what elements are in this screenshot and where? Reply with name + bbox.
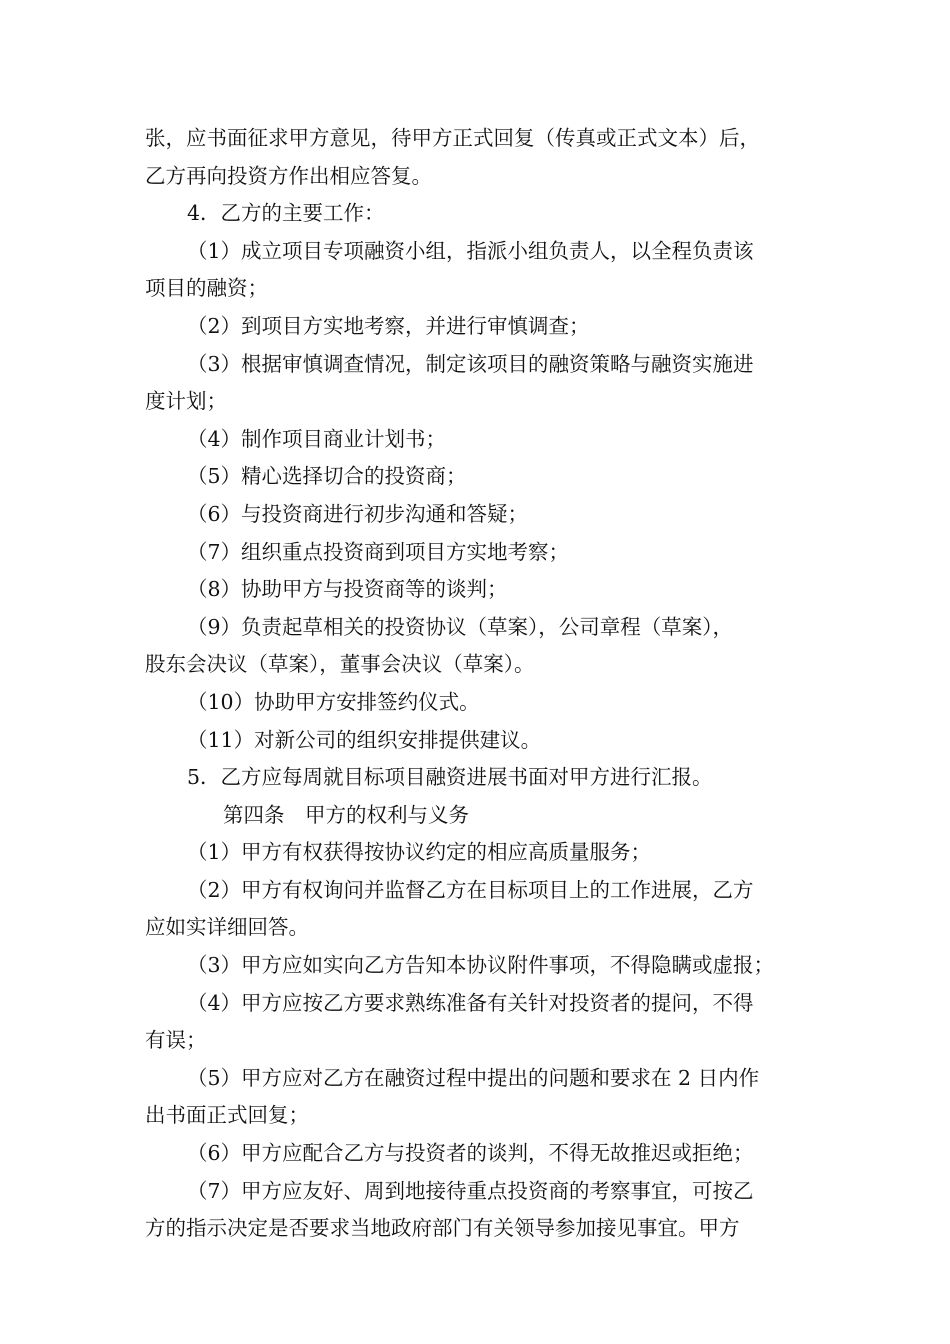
text-line: （9）负责起草相关的投资协议（草案），公司章程（草案）， [187,614,734,639]
text-line: （2）到项目方实地考察，并进行审慎调查； [187,313,590,338]
text-line: 出书面正式回复； [145,1103,309,1128]
text-line: 方的指示决定是否要求当地政府部门有关领导参加接见事宜。甲方 [145,1216,740,1241]
text-line: （8）协助甲方与投资商等的谈判； [187,577,508,602]
text-line: （1）成立项目专项融资小组，指派小组负责人，以全程负责该 [187,238,754,263]
text-line: （2）甲方有权询问并监督乙方在目标项目上的工作进展，乙方 [187,877,754,902]
text-line: 5．乙方应每周就目标项目融资进展书面对甲方进行汇报。 [187,765,713,790]
text-line: （5）精心选择切合的投资商； [187,464,467,489]
text-line: （4）甲方应按乙方要求熟练准备有关针对投资者的提问，不得 [187,990,754,1015]
document-body [145,120,825,1248]
text-line: 乙方再向投资方作出相应答复。 [145,163,432,188]
text-line: （6）与投资商进行初步沟通和答疑； [187,501,529,526]
text-line: （6）甲方应配合乙方与投资者的谈判，不得无故推迟或拒绝； [187,1141,754,1166]
text-line: 股东会决议（草案），董事会决议（草案）。 [145,652,535,677]
text-line: 张，应书面征求甲方意见，待甲方正式回复（传真或正式文本）后， [145,126,760,150]
text-line: （10）协助甲方安排签约仪式。 [187,689,480,714]
text-line: （5）甲方应对乙方在融资过程中提出的问题和要求在 2 日内作 [187,1065,760,1090]
text-line: 项目的融资； [145,276,268,301]
text-line: （7）甲方应友好、周到地接待重点投资商的考察事宜，可按乙 [187,1178,754,1203]
text-line: （1）甲方有权获得按协议约定的相应高质量服务； [187,840,652,865]
text-line: 应如实详细回答。 [145,915,309,940]
text-line: 4．乙方的主要工作： [187,201,385,226]
text-line: 度计划； [145,389,227,414]
text-line: 有误； [145,1028,207,1053]
text-line: （3）根据审慎调查情况，制定该项目的融资策略与融资实施进 [187,351,754,376]
text-line: （11）对新公司的组织安排提供建议。 [187,727,542,752]
article-heading: 第四条 甲方的权利与义务 [223,802,469,827]
text-line: （3）甲方应如实向乙方告知本协议附件事项，不得隐瞒或虚报； [187,953,775,978]
text-line: （4）制作项目商业计划书； [187,426,447,451]
text-line: （7）组织重点投资商到项目方实地考察； [187,539,570,564]
